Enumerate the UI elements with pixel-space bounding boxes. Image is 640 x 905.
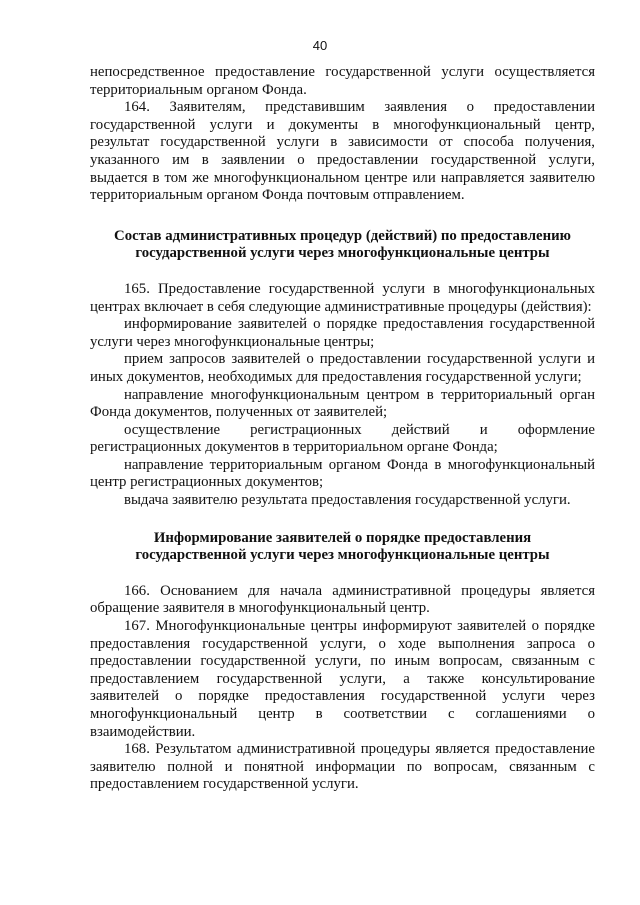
page-number: 40	[312, 38, 328, 53]
section-informing-body	[90, 583, 595, 794]
procedure-item: направление многофункциональным центром в территориальный орган Фонда документов, полученных от заявителей;	[90, 386, 595, 421]
procedure-item: информирование заявителей о порядке предоставления государственной услуги через многофункциональные центры;	[90, 316, 595, 350]
procedure-item: прием запросов заявителей о предоставлении государственной услуги и иных документов, необходимых для предоставления государственной услуги;	[90, 351, 595, 385]
procedure-item: выдача заявителю результата предоставления государственной услуги.	[124, 492, 571, 509]
paragraph-165: 165. Предоставление государственной услуги в многофункциональных центрах включает в себя следующие административные процедуры (действия):	[90, 280, 595, 315]
document-body	[90, 64, 595, 794]
paragraph-167: 167. Многофункциональные центры информируют заявителей о порядке предоставления государственной услуги, о ходе выполнения запроса о предоставлении государственной услуги, по иным вопросам, связанным с предоставлением государственной услуги, а также консультирование заявителей о порядке предоставления государственной услуги через многофункциональный центр в соответствии с соглашениями о взаимодействии.	[90, 618, 595, 740]
section-heading-informing: Информирование заявителей о порядке предоставления государственной услуги через многофункциональные центры	[135, 529, 550, 564]
paragraph-168: 168. Результатом административной процедуры является предоставление заявителю полной и понятной информации по вопросам, связанным с предоставлением государственной услуги.	[90, 741, 595, 793]
paragraph-166: 166. Основанием для начала административной процедуры является обращение заявителя в многофункциональный центр.	[90, 582, 595, 617]
procedure-item: направление территориальным органом Фонда в многофункциональный центр регистрационных документов;	[90, 456, 595, 491]
procedure-item: осуществление регистрационных действий и оформление регистрационных документов в территориальном органе Фонда;	[90, 421, 595, 456]
paragraph-continuation: непосредственное предоставление государственной услуги осуществляется территориальным органом Фонда.	[90, 64, 595, 98]
paragraph-164: 164. Заявителям, представившим заявления о предоставлении государственной услуги и документы в многофункциональный центр, результат государственной услуги в зависимости от способа получения, указанного им в заявлении о предоставлении государственной услуги, выдается в том же многофункциональном центре или направляется заявителю территориальным органом Фонда почтовым отправлением.	[90, 99, 595, 204]
section-heading-procedures: Состав административных процедур (действий) по предоставлению государственной услуги через многофункциональные центры	[114, 227, 571, 262]
section-procedures-body	[90, 281, 595, 510]
